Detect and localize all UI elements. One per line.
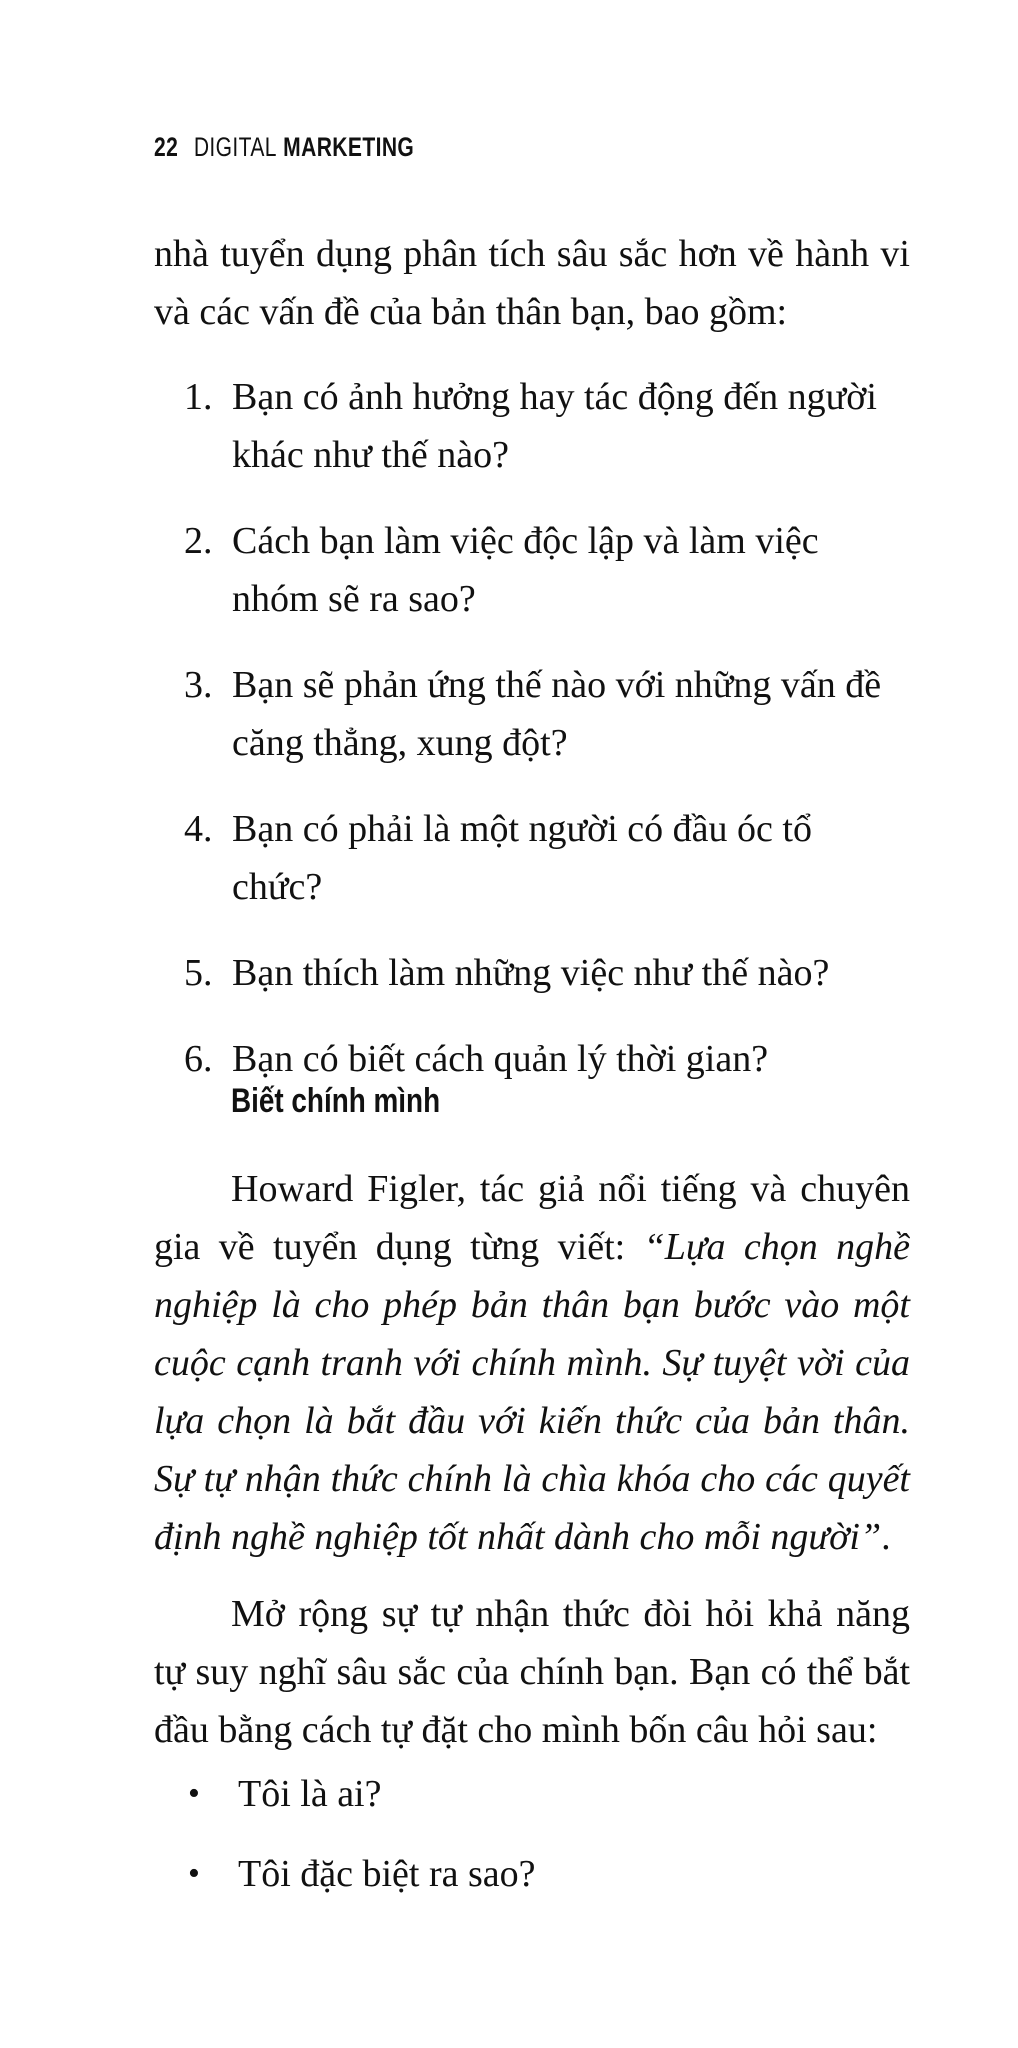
- list-item-number: 2.: [184, 520, 213, 562]
- bullet-icon: •: [188, 1855, 200, 1892]
- quote-paragraph: [154, 1160, 910, 1566]
- list-item-text: Bạn có biết cách quản lý thời gian?: [232, 1038, 769, 1080]
- self-question-list: [154, 1765, 910, 1925]
- list-item-text: Tôi đặc biệt ra sao?: [238, 1853, 536, 1895]
- quote-end: .: [881, 1516, 891, 1558]
- list-item-text: Bạn có ảnh hưởng hay tác động đến người khác như thế nào?: [232, 376, 877, 476]
- list-item-text: Bạn có phải là một người có đầu óc tổ chức?: [232, 808, 812, 908]
- list-item-text: Bạn thích làm những việc như thế nào?: [232, 952, 830, 994]
- list-item-text: Cách bạn làm việc độc lập và làm việc nhóm sẽ ra sao?: [232, 520, 819, 620]
- quote-intro: Howard Figler, tác giả nổi tiếng và chuyên gia về tuyển dụng từng viết:: [154, 1168, 910, 1268]
- expand-paragraph: Mở rộng sự tự nhận thức đòi hỏi khả năng tự suy nghĩ sâu sắc của chính bạn. Bạn có thể bắt đầu bằng cách tự đặt cho mình bốn câu hỏi sau:: [154, 1593, 910, 1751]
- list-item: [154, 656, 910, 772]
- page-number: 22: [154, 132, 179, 162]
- list-item: [154, 1030, 910, 1088]
- list-item: [154, 512, 910, 628]
- quote-text: “Lựa chọn nghề nghiệp là cho phép bản thân bạn bước vào một cuộc cạnh tranh với chính mình. Sự tuyệt vời của lựa chọn là bắt đầu với kiến thức của bản thân. Sự tự nhận thức chính là chìa khóa cho các quyết định nghề nghiệp tốt nhất dành cho mỗi người”: [154, 1226, 911, 1558]
- running-head: [154, 132, 414, 163]
- book-title-part2: MARKETING: [283, 132, 415, 162]
- list-item: [154, 1845, 910, 1903]
- list-item: [154, 368, 910, 484]
- section-heading: Biết chính mình: [231, 1082, 441, 1120]
- list-item-number: 4.: [184, 808, 213, 850]
- list-item-text: Bạn sẽ phản ứng thế nào với những vấn đề căng thẳng, xung đột?: [232, 664, 882, 764]
- list-item-number: 6.: [184, 1038, 213, 1080]
- intro-paragraph: nhà tuyển dụng phân tích sâu sắc hơn về hành vi và các vấn đề của bản thân bạn, bao gồm:: [154, 233, 910, 333]
- list-item-number: 1.: [184, 376, 213, 418]
- list-item: [154, 1765, 910, 1823]
- list-item-text: Tôi là ai?: [238, 1773, 382, 1815]
- bullet-icon: •: [188, 1775, 200, 1812]
- question-list: [154, 368, 910, 1116]
- list-item-number: 3.: [184, 664, 213, 706]
- book-title-part1: DIGITAL: [193, 132, 277, 162]
- list-item-number: 5.: [184, 952, 213, 994]
- list-item: [154, 800, 910, 916]
- list-item: [154, 944, 910, 1002]
